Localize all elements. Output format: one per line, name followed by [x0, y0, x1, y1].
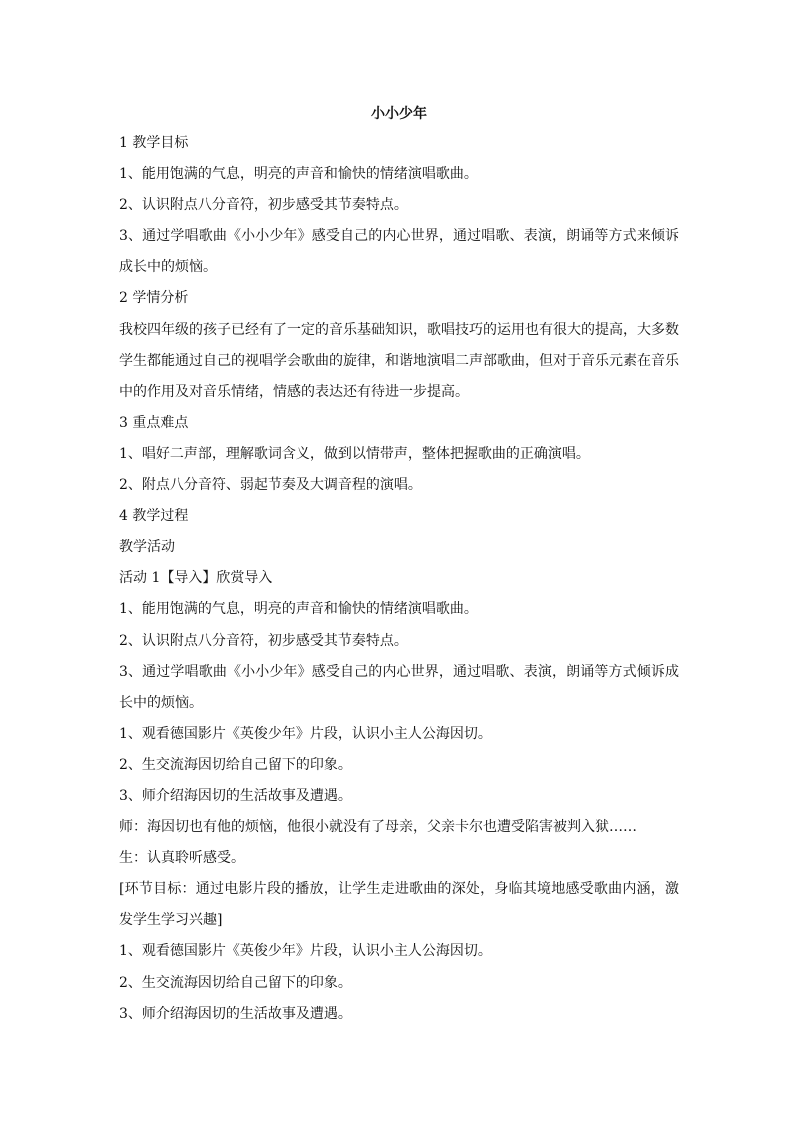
- document-body: [119, 128, 679, 1030]
- stage-goal: [环节目标：通过电影片段的播放，让学生走进歌曲的深处，身临其境地感受歌曲内涵，激发学生学习兴趣]: [119, 881, 679, 929]
- document-title: 小小少年: [371, 106, 427, 122]
- key-point-item: 1、唱好二声部，理解歌词含义，做到以情带声，整体把握歌曲的正确演唱。: [119, 445, 590, 462]
- activity-item: 3、师介绍海因切的生活故事及遭遇。: [119, 787, 352, 804]
- objective-item: 3、通过学唱歌曲《小小少年》感受自己的内心世界，通过唱歌、表演，朗诵等方式来倾诉成长中的烦恼。: [119, 228, 679, 276]
- section-heading: 4 教学过程: [119, 508, 189, 525]
- section-heading: 1 教学目标: [119, 135, 189, 151]
- activity-item: 1、能用饱满的气息，明亮的声音和愉快的情绪演唱歌曲。: [119, 601, 478, 618]
- activity-item: 1、观看德国影片《英俊少年》片段，认识小主人公海因切。: [119, 725, 492, 742]
- activity-heading: 活动 1【导入】欣赏导入: [119, 570, 273, 587]
- key-point-item: 2、附点八分音符、弱起节奏及大调音程的演唱。: [119, 477, 422, 494]
- activity-item: 2、生交流海因切给自己留下的印象。: [119, 974, 352, 991]
- activity-item: 2、认识附点八分音符，初步感受其节奏特点。: [119, 632, 408, 649]
- activity-item: 2、生交流海因切给自己留下的印象。: [119, 756, 352, 773]
- activity-item: 3、师介绍海因切的生活故事及遭遇。: [119, 1005, 352, 1022]
- analysis-paragraph: 我校四年级的孩子已经有了一定的音乐基础知识，歌唱技巧的运用也有很大的提高，大多数学生都能通过自己的视唱学会歌曲的旋律，和谐地演唱二声部歌曲，但对于音乐元素在音乐中的作用及对音乐情绪，情感的表达还有待进一步提高。: [119, 321, 679, 400]
- objective-item: 1、能用饱满的气息，明亮的声音和愉快的情绪演唱歌曲。: [119, 166, 478, 183]
- activity-item: 1、观看德国影片《英俊少年》片段，认识小主人公海因切。: [119, 943, 492, 960]
- section-heading: 2 学情分析: [119, 290, 189, 307]
- document-page: [119, 100, 679, 1030]
- objective-item: 2、认识附点八分音符，初步感受其节奏特点。: [119, 197, 408, 214]
- teacher-line: 师：海因切也有他的烦恼，他很小就没有了母亲，父亲卡尔也遭受陷害被判入狱……: [119, 819, 637, 836]
- section-heading: 3 重点难点: [119, 414, 189, 431]
- activity-item: 3、通过学唱歌曲《小小少年》感受自己的内心世界，通过唱歌、表演，朗诵等方式倾诉成长中的烦恼。: [119, 663, 679, 711]
- subsection-heading: 教学活动: [119, 539, 175, 556]
- student-line: 生：认真聆听感受。: [119, 850, 245, 867]
